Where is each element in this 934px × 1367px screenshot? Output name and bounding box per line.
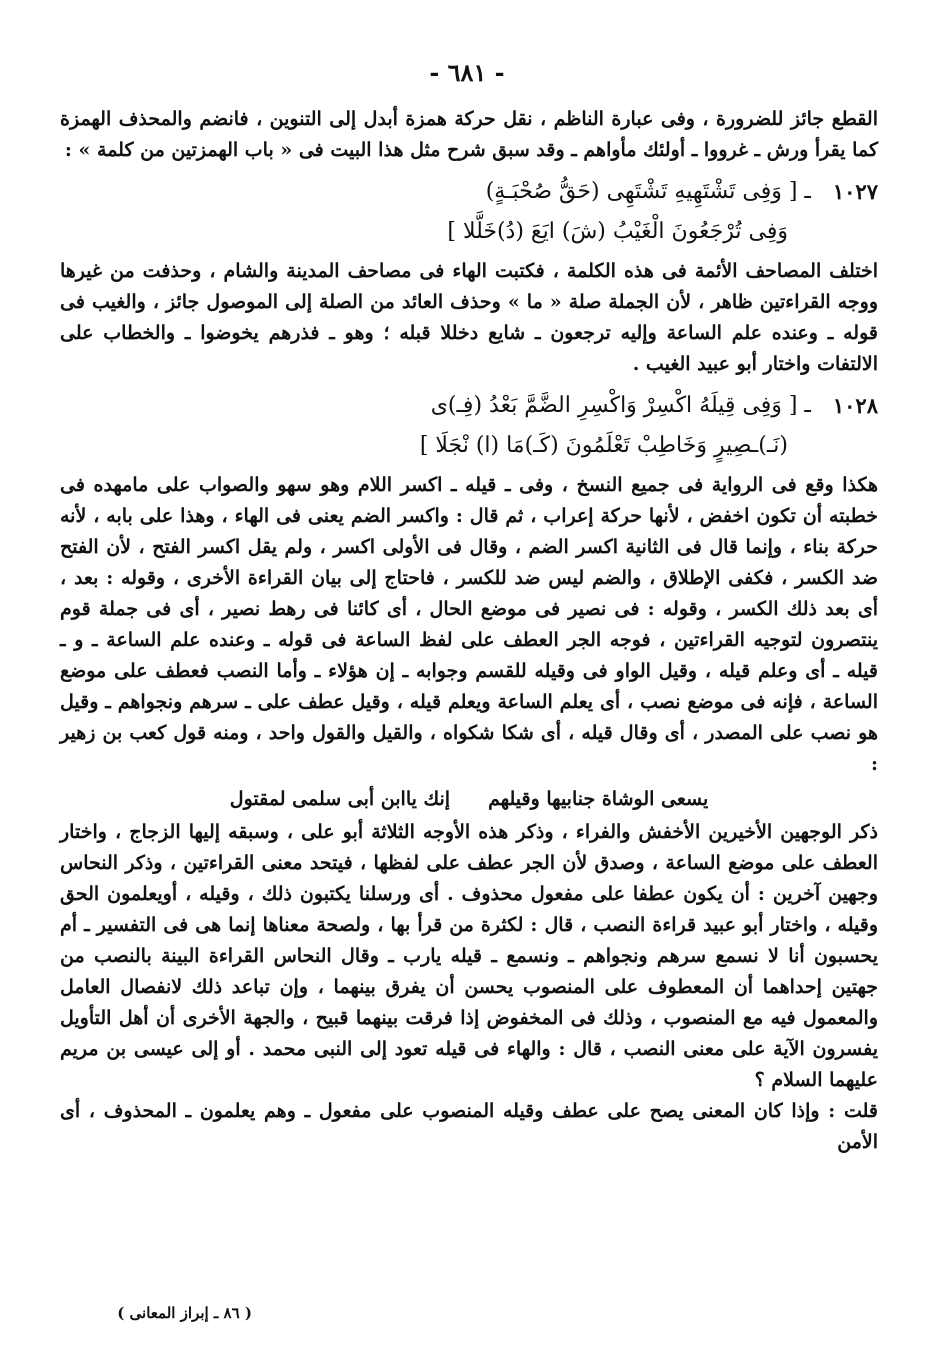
verse-1027-line-2: وَفِى تُرْجَعُونَ الْغَيْبُ (شَ) ايَعَ (دُ)خَلَّلا ] [447, 219, 788, 244]
paragraph-commentary-1028: هكذا وقع فى الرواية فى جميع النسخ ، وفى ـ قيله ـ اكسر اللام وهو سهو والصواب على مامهده فى خطبته أن تكون اخفض ، لأنها حركة إعراب ، ثم قال : واكسر الضم يعنى فى الهاء ، وهذا على بابه ، لأنه حركة بناء ، وإنما قال فى الثانية اكسر الضم ، وقال فى الأولى اكسر ، ولم يقل اكسر الفتح ، لأن الفتح ضد الكسر ، فكفى الإطلاق ، والضم ليس ضد للكسر ، فاحتاج إلى بيان القراءة الأخرى ، وقوله : بعد ، أى بعد ذلك الكسر ، وقوله : فى نصير فى موضع الحال ، أى كائنا فى رهط نصير ، أى فى جملة قوم ينتصرون لتوجيه القراءتين ، فوجه الجر العطف على لفظ الساعة فى قوله ـ وعنده علم الساعة ـ و ـ قيله ـ أى وعلم قيله ، وقيل الواو فى وقيله للقسم وجوابه ـ إن هؤلاء ـ وأما النصب فعطف على موضع الساعة ، فإنه فى موضع نصب ، أى يعلم الساعة ويعلم قيله ، وقيل عطف على ـ سرهم ونجواهم ـ وقيل هو نصب على المصدر ، أى وقال قيله ، أى شكا شكواه ، والقيل والقول واحد ، ومنه قول كعب بن زهير : [60, 474, 878, 775]
verse-1027-line-1 [60, 172, 878, 212]
verse-1028-line-2: (نَـ)ـصِيرٍ وَخَاطِبْ تَعْلَمُونَ (كَـ)مَا (ا) نْجَلَا ] [419, 433, 788, 458]
verse-number: ١٠٢٨ [832, 393, 878, 418]
couplet-hemistich-1: يسعى الوشاة جنابيها وقيلهم [488, 788, 709, 810]
paragraph-closing: قلت : وإذا كان المعنى يصح على عطف وقيله المنصوب على مفعول ـ وهم يعلمون ـ المحذوف ، أى الأمن [60, 1100, 878, 1153]
verse-1028 [60, 386, 878, 466]
verse-text: ـ [ وَفِى قِيلَهُ اكْسِرْ وَاكْسِرِ الضَّمَّ بَعْدُ (فِـ)ى [430, 393, 811, 418]
verse-1027 [60, 172, 878, 252]
paragraph-intro: القطع جائز للضرورة ، وفى عبارة الناظم ، نقل حركة همزة أبدل إلى التنوين ، فانضم والمحذف الهمزة كما يقرأ ورش ـ غرووا ـ أولئك مأواهم ـ وقد سبق شرح مثل هذا البيت فى « باب الهمزتين من كلمة » : [60, 108, 878, 161]
verse-number: ١٠٢٧ [832, 179, 878, 204]
page-number: - ٦٨١ - [429, 58, 505, 87]
poetry-couplet [60, 784, 878, 815]
paragraph-commentary-1027: اختلف المصاحف الأئمة فى هذه الكلمة ، فكتبت الهاء فى مصاحف المدينة والشام ، وحذفت من غيرها ووجه القراءتين ظاهر ، لأن الجملة صلة « ما » وحذف العائد من الصلة إلى الموصول جائز ، والغيب فى قوله ـ وعنده علم الساعة وإليه ترجعون ـ شايع دخللا قبله ؛ وهو ـ فذرهم يخوضوا ـ والخطاب على الالتفات واختار أبو عبيد الغيب . [60, 260, 878, 375]
body-text [60, 104, 878, 1158]
couplet-hemistich-2: إنك ياابن أبى سلمى لمقتول [229, 788, 451, 810]
paragraph-after-couplet: ذكر الوجهين الأخيرين الأخفش والفراء ، وذكر هذه الأوجه الثلاثة أبو على ، وسبقه إليها الزجاج ، واختار العطف على موضع الساعة ، وصدق لأن الجر عطف على لفظها ، فيتحد معنى القراءتين ، وذكر النحاس وجهين آخرين : أن يكون عطفا على مفعول محذوف . أى ورسلنا يكتبون ذلك ، وقيله ، أويعلمون الحق وقيله ، واختار أبو عبيد قراءة النصب ، قال : لكثرة من قرأ بها ، ولصحة معناها إنما هى فى التفسير ـ أم يحسبون أنا لا نسمع سرهم ونجواهم ـ ونسمع ـ قيله يارب ـ وقال النحاس القراءة البينة بالنصب من جهتين إحداهما أن المعطوف على المنصوب يحسن أن يفرق بينهما ، وإن تباعد ذلك لانفصال العامل والمعمول فيه مع المنصوب ، وذلك فى المخفوض إذا فرقت بينهما قبيح ، والجهة الأخرى أن أهل التأويل يفسرون الآية على معنى النصب ، قال : والهاء فى قيله تعود إلى النبى محمد . أو إلى عيسى بن مريم عليهما السلام ؟ [60, 821, 878, 1091]
verse-1028-line-1 [60, 386, 878, 426]
page-footer: ( ٨٦ ـ إبراز المعانى ) [117, 1304, 252, 1322]
verse-text: ـ [ وَفِى تَشْتَهِيهِ تَشْتَهِى (حَقُّ صُحْبَـةٍ) [485, 179, 811, 204]
